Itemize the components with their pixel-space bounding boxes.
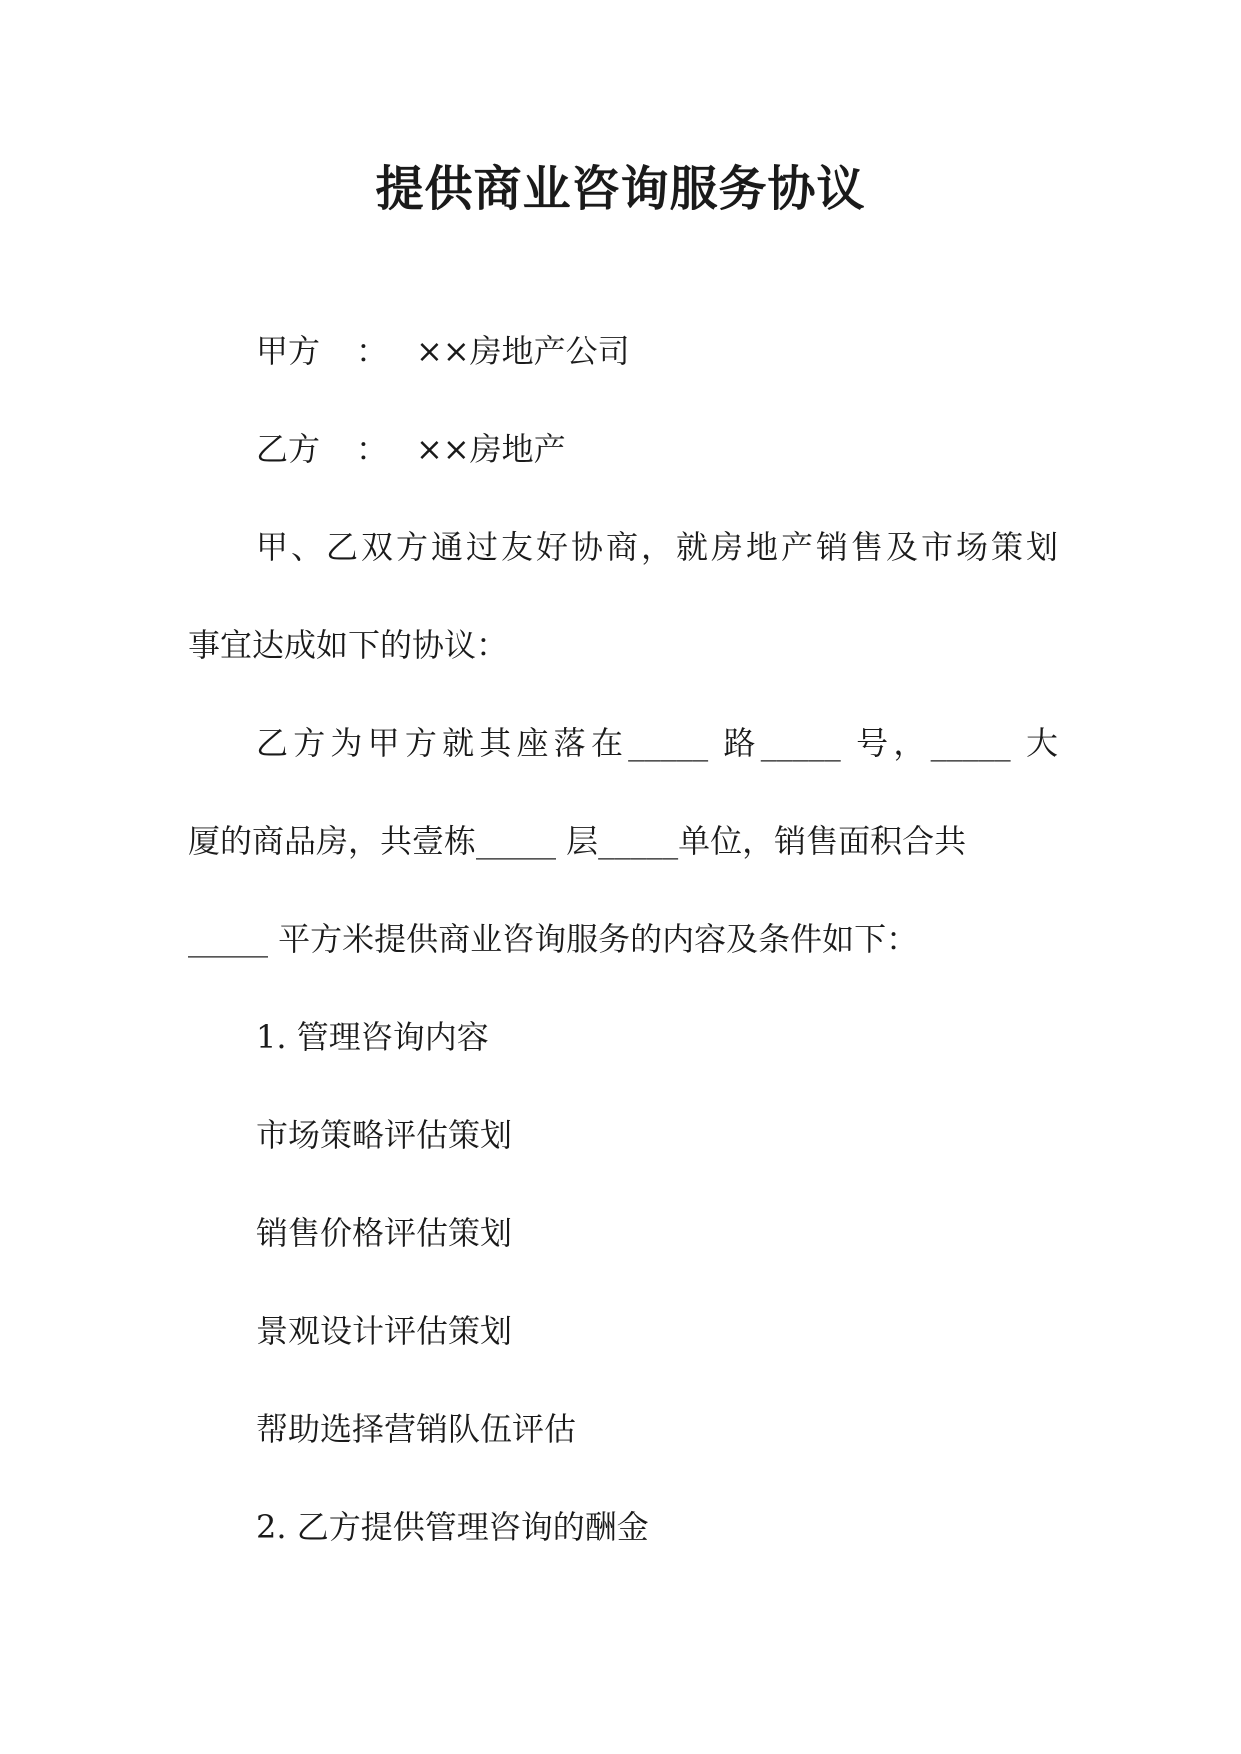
paragraph-property-line-1: 乙方为甲方就其座落在_____ 路_____ 号，_____ 大 xyxy=(256,724,1058,762)
party-b-colon: ： xyxy=(356,430,389,468)
list-item: 帮助选择营销队伍评估 xyxy=(256,1410,577,1448)
paragraph-property-line-3: _____ 平方米提供商业咨询服务的内容及条件如下： xyxy=(188,920,919,958)
party-a-name: ××房地产公司 xyxy=(416,332,630,370)
document-body xyxy=(188,302,1058,1576)
party-b-label: 乙方 xyxy=(256,430,321,468)
section-heading-2: 2. 乙方提供管理咨询的酬金 xyxy=(256,1508,649,1546)
document-title: 提供商业咨询服务协议 xyxy=(375,161,866,217)
party-a-label: 甲方 xyxy=(256,332,321,370)
section-heading-1: 1. 管理咨询内容 xyxy=(256,1018,489,1056)
list-item: 市场策略评估策划 xyxy=(256,1116,513,1154)
list-item: 景观设计评估策划 xyxy=(256,1312,513,1350)
paragraph-intro-line-1: 甲、乙双方通过友好协商，就房地产销售及市场策划 xyxy=(256,528,1058,566)
paragraph-property-line-2: 厦的商品房，共壹栋_____ 层_____单位，销售面积合共 xyxy=(188,822,967,860)
list-item: 销售价格评估策划 xyxy=(256,1214,513,1252)
party-b-name: ××房地产 xyxy=(416,430,566,468)
party-b-line xyxy=(188,400,1058,498)
party-a-line xyxy=(188,302,1058,400)
party-a-colon: ： xyxy=(356,332,389,370)
paragraph-intro-line-2: 事宜达成如下的协议： xyxy=(188,626,509,664)
